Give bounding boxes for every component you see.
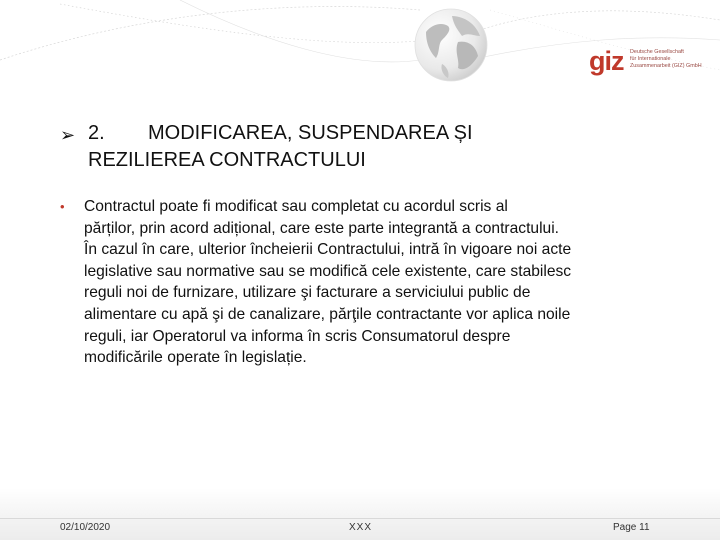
logo-subtext (630, 49, 702, 71)
logo-subtext-line: Deutsche Gesellschaft (630, 49, 684, 55)
logo-subtext-line: Zusammenarbeit (GIZ) GmbH (630, 63, 702, 70)
footer-date: 02/10/2020 (60, 522, 111, 533)
logo-subtext-line: für Internationale (630, 56, 671, 63)
footer-page-number: Page 11 (613, 522, 650, 533)
heading-number: 2. (88, 122, 105, 144)
footer-divider (0, 518, 720, 519)
footer-center-text: XXX (349, 522, 373, 533)
heading-line-1: MODIFICAREA, SUSPENDAREA ȘI (148, 122, 473, 144)
arrow-bullet-icon: ➢ (60, 125, 76, 145)
globe-icon (412, 6, 490, 84)
logo-text: giz (589, 46, 624, 76)
heading-line-2: REZILIEREA CONTRACTULUI (88, 149, 366, 171)
giz-logo (589, 46, 702, 78)
bullet-dot-icon: • (60, 199, 65, 214)
bullet-text: Contractul poate fi modificat sau completat cu acordul scris al părților, prin acord adițional, care este parte integrantă a contractului. În cazul în care, ulterior încheierii Contractului, intră în vigoare noi acte legislative sau normative sau se modifică cele existente, care stabilesc reguli noi de furnizare, utilizare şi facturare a serviciului public de alimentare cu apă şi de canalizare, părţile contractante vor aplica noile reguli, iar Operatorul va informa în scris Consumatorul despre modificările operate în legislație. (84, 198, 572, 367)
